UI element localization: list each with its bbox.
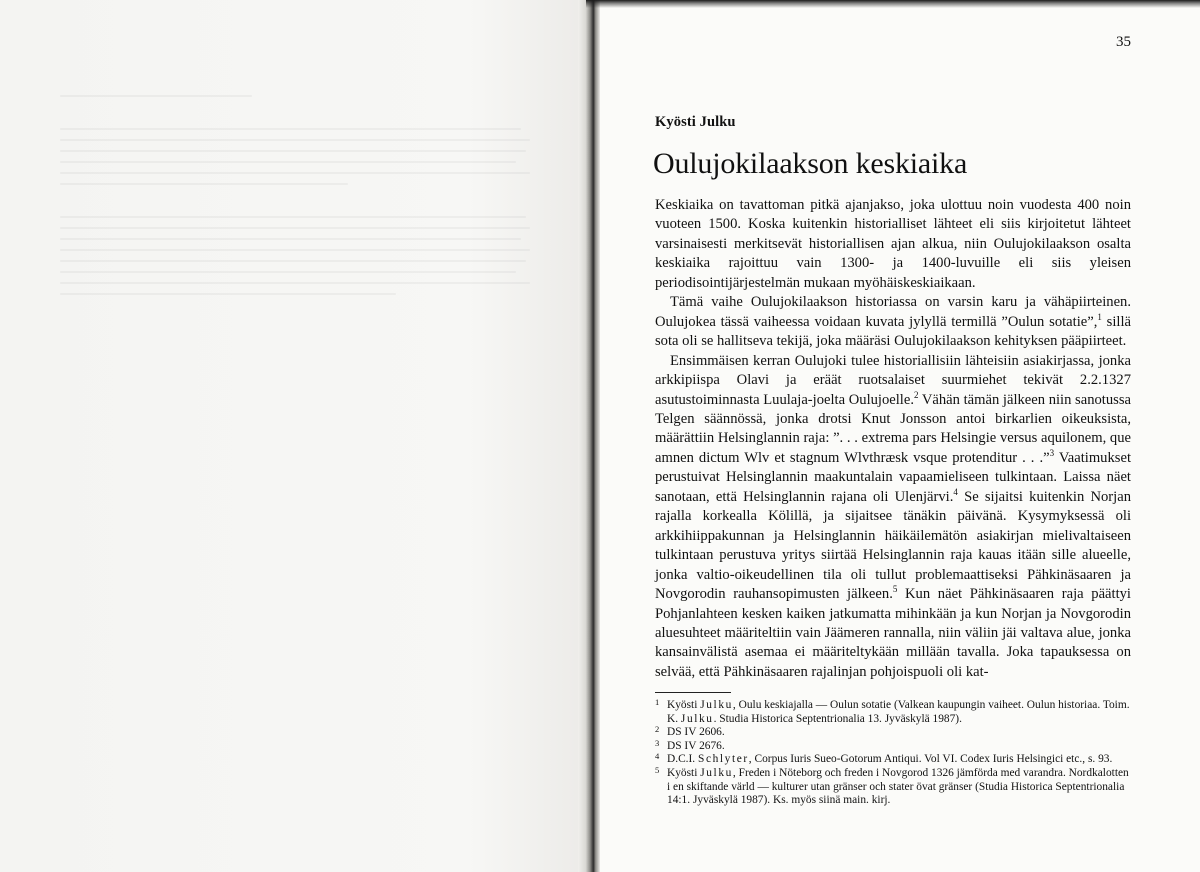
footnote-reference: 2 [913, 389, 919, 400]
chapter-author: Kyösti Julku [655, 114, 736, 130]
footnote-reference: 5 [892, 584, 898, 595]
left-page-blank [0, 0, 586, 872]
paragraph-text: sillä sota oli se hallitseva tekijä, joka määräsi Oulujokilaakson kehityksen pääpiirteet. [655, 313, 1131, 350]
footnote-number: 3 [655, 737, 660, 748]
footnote-number: 5 [655, 764, 660, 775]
footnote-number: 4 [655, 751, 660, 762]
footnote-divider [655, 692, 731, 693]
scan-top-shadow [586, 0, 1200, 8]
body-paragraph [655, 293, 1131, 351]
chapter-title: Oulujokilaakson keskiaika [653, 147, 968, 180]
footnote-1 [655, 699, 1131, 726]
footnote-text: Schlyter [698, 753, 749, 766]
page-number: 35 [1116, 34, 1131, 50]
footnote-text: , Freden i Nöteborg och freden i Novgorod 1326 jämförda med varandra. Nordkalotten i en skiftande värld — kulturer utan gränser och stater övat gränser (Studia Historica Septentrionalia 14:1. Jyväskylä 1987). Ks. myös siinä main. kirj. [667, 766, 1129, 807]
footnote-text: D.C.I. [667, 753, 699, 766]
footnote-number: 2 [655, 724, 660, 735]
footnote-3 [655, 737, 1131, 754]
show-through-text [60, 95, 540, 304]
footnote-reference: 1 [1097, 311, 1102, 322]
chapter-body [655, 196, 1131, 682]
footnote-reference: 3 [1049, 448, 1055, 459]
footnote-text: Kyösti [667, 766, 701, 779]
footnote-text: , Corpus Iuris Sueo-Gotorum Antiqui. Vol VI. Codex Iuris Helsingici etc., s. 93. [748, 753, 1113, 766]
paragraph-text: Vaatimukset perustuivat Helsinglannin maakuntalain vapaamieliseen tulkintaan. Laissa näet sanotaan, että Helsinglannin rajana oli Ulenjärvi. [655, 449, 1131, 505]
footnote-text: DS IV 2676. [667, 739, 725, 752]
paragraph-text: Tämä vaihe Oulujokilaakson historiassa on varsin karu ja vähäpiirteinen. Oulujokea tässä vaiheessa voidaan kuvata jylyllä termillä ”Oulun sotatie”, [655, 294, 1131, 330]
book-gutter [578, 0, 600, 872]
body-paragraph [655, 196, 1131, 293]
footnotes [655, 699, 1131, 808]
footnote-5 [655, 764, 1131, 808]
footnote-4 [655, 753, 1131, 767]
footnote-number: 1 [655, 697, 660, 707]
footnote-text: , Oulu keskiajalla — Oulun sotatie (Valkean kaupungin vaiheet. Oulun historiaa. Toim. K. [667, 699, 1130, 725]
paragraph-text: Ensimmäisen kerran Oulujoki tulee historiallisiin lähteisiin asiakirjassa, jonka arkkipiispa Olavi ja eräät ruotsalaiset suurmiehet tekivät 2.2.1327 asutustoiminnasta Luulaja-joelta Oulujoelle. [655, 352, 1131, 408]
body-paragraph [655, 352, 1131, 683]
footnote-text: . Studia Historica Septentrionalia 13. Jyväskylä 1987). [713, 712, 962, 725]
footnote-text: DS IV 2606. [667, 726, 725, 739]
paragraph-text: Kun näet Pähkinäsaaren raja päättyi Pohjanlahteen kesken kaiken jatkumatta mihinkään ja kun Norjan ja Novgorodin aluesuhteet määriteltiin vain Jäämeren rannalla, niin väliin jäi valtava alue, jonka kansainvälistä asemaa ei määriteltykään millään tavalla. Joka tapauksessa on selvää, että Pähkinäsaaren rajalinjan pohjoispuoli oli kat- [655, 586, 1131, 680]
paragraph-text: Vähän tämän jälkeen niin sanotussa Telgen säännössä, jonka drotsi Knut Jonsson antoi birkarlien oikeuksista, määrättiin Helsinglannin raja: ”. . . extrema pars Helsingie versus aquilonem, que amnen dictum Wlv et stagnum Wlvthræsk vsque protenditur . . .” [655, 391, 1131, 466]
footnote-text: Julku [700, 699, 733, 711]
footnote-reference: 4 [953, 486, 958, 497]
footnote-text: Julku [700, 766, 733, 779]
footnote-2 [655, 726, 1131, 740]
footnote-text: Julku [680, 712, 714, 725]
paragraph-text: Keskiaika on tavattoman pitkä ajanjakso, joka ulottuu noin vuodesta 400 noin vuoteen 1500. Koska kuitenkin historialliset lähteet eli siis kirjoitetut lähteet varsinaisesti merkitsevät historiallisen ajan alkua, niin Oulujokilaakson osalta keskiaika rajoittuu vain 1300- ja 1400-luvuille eli siis yleisen periodisointijärjestelmän mukaan myöhäiskeskiaikaan. [655, 197, 1131, 291]
footnote-text: Kyösti [667, 699, 701, 711]
paragraph-text: Se sijaitsi kuitenkin Norjan rajalla korkealla Kölillä, ja sijaitsee tänäkin päivänä. Kysymyksessä oli arkkihiippakunnan ja Helsinglannin häikäilemätön asiakirjan mielivaltaiseen tulkintaan perustuva yritys siirtää Helsinglannin raja kauas itään sille alueelle, jonka valtio-oikeudellinen tila oli tullut problemaattiseksi Pähkinäsaaren ja Novgorodin rauhansopimusten jälkeen. [655, 488, 1131, 603]
